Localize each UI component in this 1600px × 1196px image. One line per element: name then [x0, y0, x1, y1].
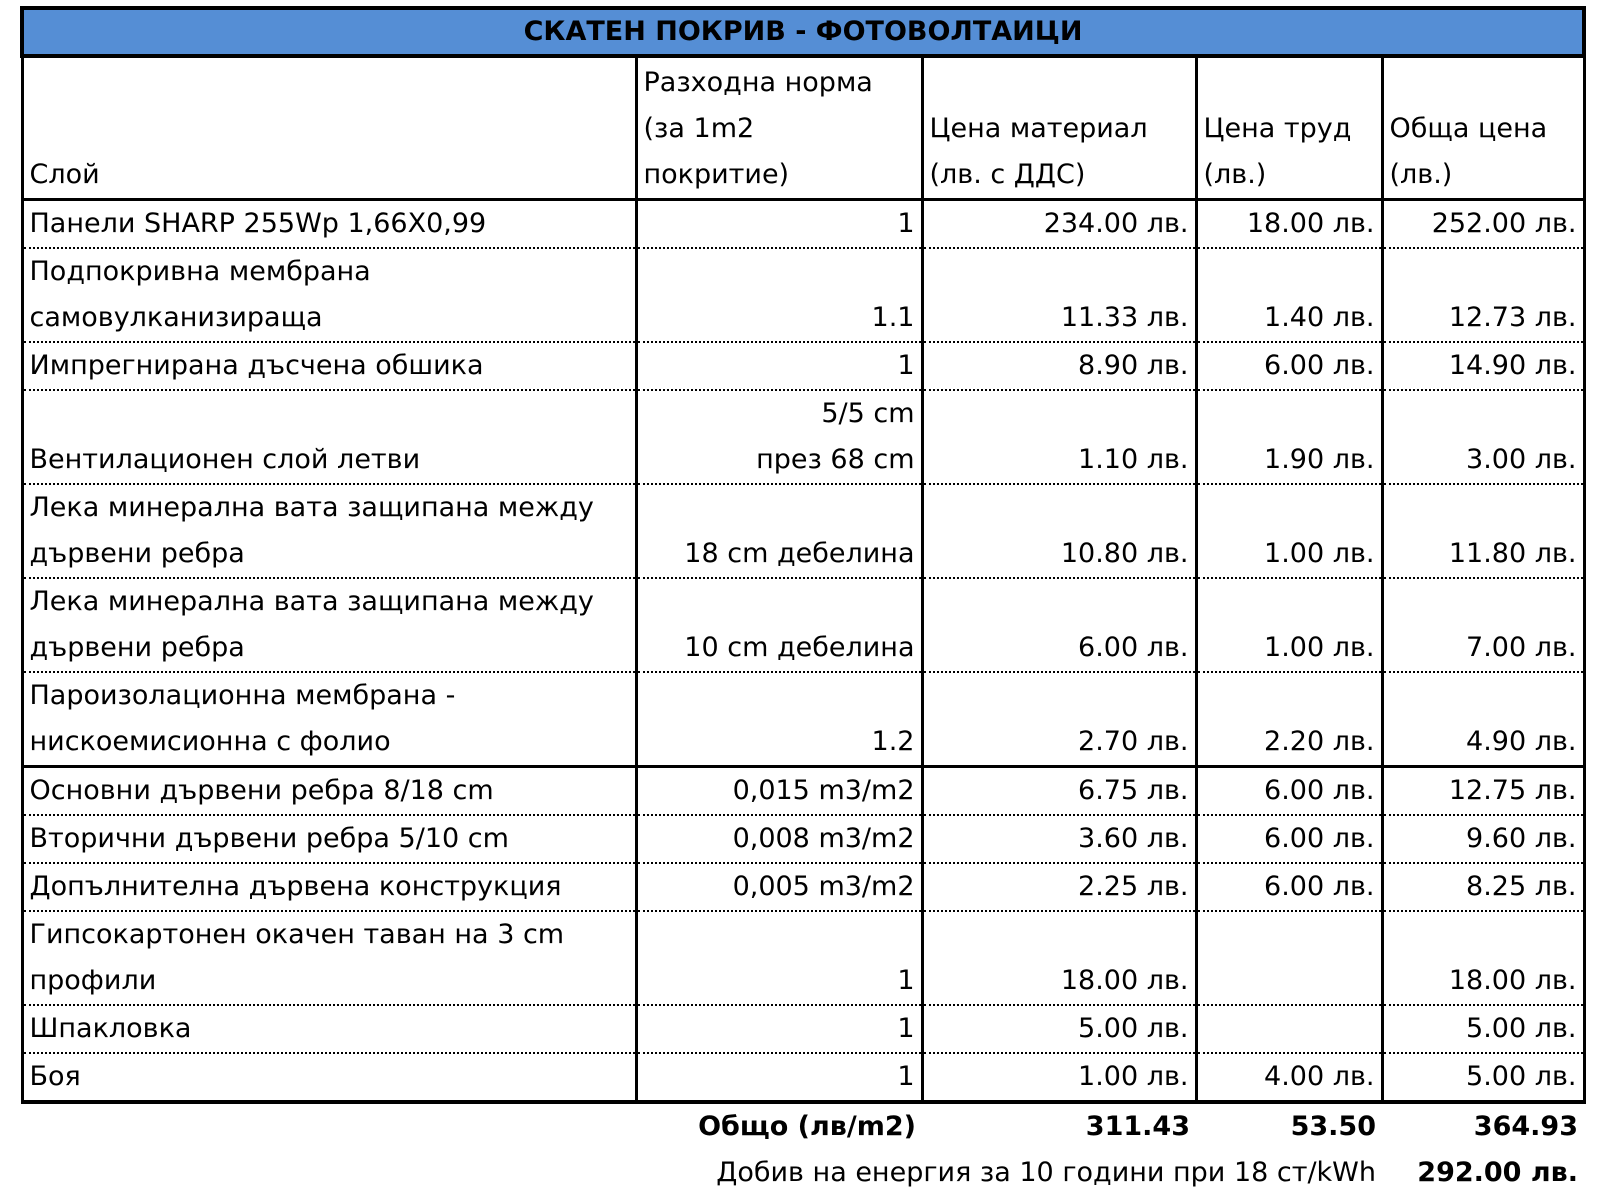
cell-labor: 1.40 лв.	[1196, 248, 1382, 342]
cell-norm: 1	[636, 1005, 922, 1053]
cell-total: 3.00 лв.	[1382, 390, 1584, 484]
cell-layer: Вентилационен слой летви	[22, 390, 636, 484]
table-row	[22, 484, 1584, 578]
cost-table	[20, 6, 1586, 1196]
cell-total: 18.00 лв.	[1382, 911, 1584, 1005]
cell-material: 1.10 лв.	[922, 390, 1196, 484]
table-row	[22, 390, 1584, 484]
yield-spacer	[22, 1150, 636, 1196]
cost-table-sheet	[20, 6, 1582, 1196]
table-row	[22, 911, 1584, 1005]
cell-norm: 1.1	[636, 248, 922, 342]
cell-labor	[1196, 911, 1382, 1005]
cell-material: 234.00 лв.	[922, 200, 1196, 249]
cell-layer: Боя	[22, 1053, 636, 1102]
cell-norm: 1	[636, 911, 922, 1005]
table-row	[22, 863, 1584, 911]
cell-labor: 6.00 лв.	[1196, 863, 1382, 911]
cell-material: 10.80 лв.	[922, 484, 1196, 578]
cell-total: 252.00 лв.	[1382, 200, 1584, 249]
cell-material: 18.00 лв.	[922, 911, 1196, 1005]
cell-labor: 2.20 лв.	[1196, 672, 1382, 767]
cell-material: 2.25 лв.	[922, 863, 1196, 911]
cell-material: 6.00 лв.	[922, 578, 1196, 672]
cell-norm: 18 cm дебелина	[636, 484, 922, 578]
header-norm: Разходна норма (за 1m2 покритие)	[636, 56, 922, 200]
table-row	[22, 767, 1584, 816]
cell-labor: 4.00 лв.	[1196, 1053, 1382, 1102]
cell-total: 8.25 лв.	[1382, 863, 1584, 911]
header-material: Цена материал (лв. с ДДС)	[922, 56, 1196, 200]
cell-norm: 10 cm дебелина	[636, 578, 922, 672]
cell-layer: Вторични дървени ребра 5/10 cm	[22, 815, 636, 863]
cell-labor: 1.90 лв.	[1196, 390, 1382, 484]
cell-material: 5.00 лв.	[922, 1005, 1196, 1053]
cell-norm: 0,015 m3/m2	[636, 767, 922, 816]
cell-total: 12.75 лв.	[1382, 767, 1584, 816]
totals-labor: 53.50	[1290, 1111, 1376, 1142]
cell-total: 7.00 лв.	[1382, 578, 1584, 672]
cell-norm: 1	[636, 1053, 922, 1102]
cell-layer: Гипсокартонен окачен таван на 3 cm профили	[22, 911, 636, 1005]
yield-label: Добив на енергия за 10 години при 18 ст/kWh	[716, 1157, 1376, 1188]
cell-layer: Шпакловка	[22, 1005, 636, 1053]
cell-layer: Панели SHARP 255Wp 1,66X0,99	[22, 200, 636, 249]
cell-total: 5.00 лв.	[1382, 1005, 1584, 1053]
table-row	[22, 1005, 1584, 1053]
cell-labor: 18.00 лв.	[1196, 200, 1382, 249]
cell-norm: 1.2	[636, 672, 922, 767]
table-row	[22, 578, 1584, 672]
totals-label: Общо (лв/m2)	[698, 1111, 916, 1142]
cell-material: 2.70 лв.	[922, 672, 1196, 767]
cell-total: 5.00 лв.	[1382, 1053, 1584, 1102]
header-layer: Слой	[22, 56, 636, 200]
cell-layer: Подпокривна мембрана самовулканизираща	[22, 248, 636, 342]
cell-layer: Пароизолационна мембрана - нискоемисионна с фолио	[22, 672, 636, 767]
cell-labor	[1196, 1005, 1382, 1053]
cell-labor: 1.00 лв.	[1196, 578, 1382, 672]
cell-total: 4.90 лв.	[1382, 672, 1584, 767]
cell-material: 6.75 лв.	[922, 767, 1196, 816]
table-row	[22, 248, 1584, 342]
table-title: СКАТЕН ПОКРИВ - ФОТОВОЛТАИЦИ	[22, 8, 1584, 56]
cell-labor: 6.00 лв.	[1196, 767, 1382, 816]
cell-norm: 5/5 cm през 68 cm	[636, 390, 922, 484]
cell-total: 9.60 лв.	[1382, 815, 1584, 863]
table-row	[22, 815, 1584, 863]
cell-total: 11.80 лв.	[1382, 484, 1584, 578]
cell-layer: Основни дървени ребра 8/18 cm	[22, 767, 636, 816]
cell-layer: Лека минерална вата защипана между дървени ребра	[22, 484, 636, 578]
totals-total: 364.93	[1473, 1111, 1578, 1142]
table-row	[22, 200, 1584, 249]
cell-norm: 0,005 m3/m2	[636, 863, 922, 911]
cell-material: 3.60 лв.	[922, 815, 1196, 863]
cell-layer: Допълнителна дървена конструкция	[22, 863, 636, 911]
cell-layer: Лека минерална вата защипана между дървени ребра	[22, 578, 636, 672]
cell-total: 12.73 лв.	[1382, 248, 1584, 342]
cell-material: 1.00 лв.	[922, 1053, 1196, 1102]
cell-norm: 1	[636, 342, 922, 390]
cell-norm: 1	[636, 200, 922, 249]
cell-labor: 6.00 лв.	[1196, 815, 1382, 863]
cell-labor: 6.00 лв.	[1196, 342, 1382, 390]
cell-norm: 0,008 m3/m2	[636, 815, 922, 863]
table-row	[22, 672, 1584, 767]
totals-spacer	[22, 1102, 636, 1150]
yield-value: 292.00 лв.	[1417, 1157, 1578, 1188]
header-labor: Цена труд (лв.)	[1196, 56, 1382, 200]
cell-layer: Импрегнирана дъсчена обшика	[22, 342, 636, 390]
cell-material: 8.90 лв.	[922, 342, 1196, 390]
table-row	[22, 342, 1584, 390]
header-total: Обща цена (лв.)	[1382, 56, 1584, 200]
cell-labor: 1.00 лв.	[1196, 484, 1382, 578]
cell-total: 14.90 лв.	[1382, 342, 1584, 390]
cell-material: 11.33 лв.	[922, 248, 1196, 342]
totals-material: 311.43	[1085, 1111, 1190, 1142]
table-row	[22, 1053, 1584, 1102]
